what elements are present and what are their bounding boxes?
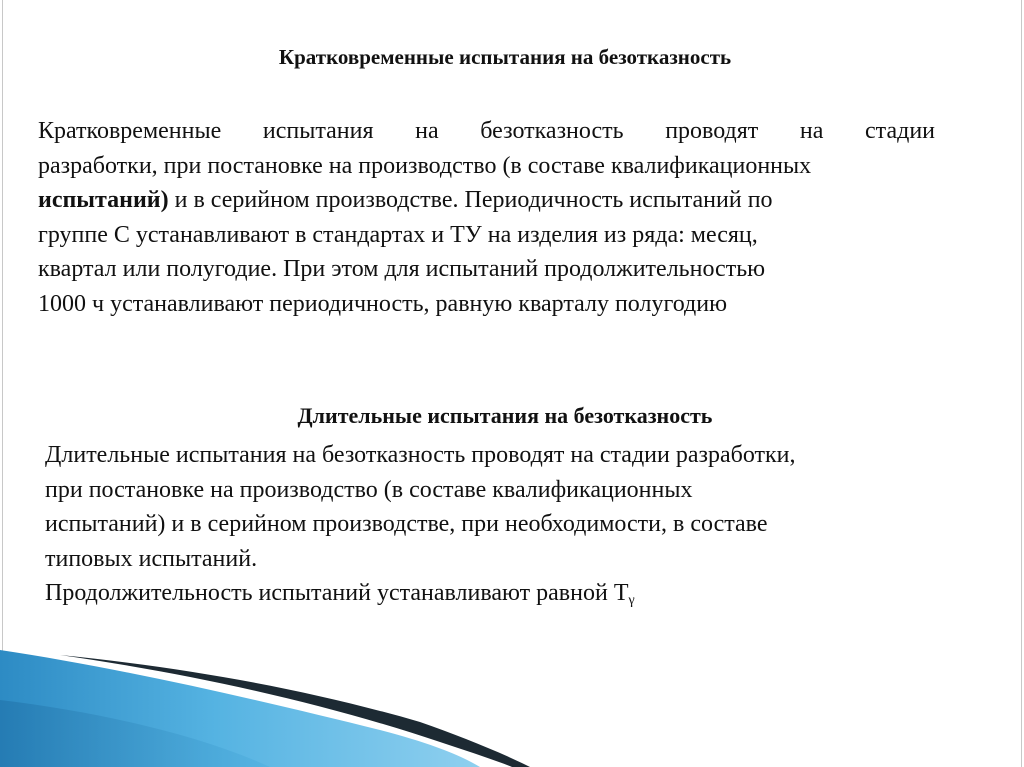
section1-word: испытания xyxy=(262,118,374,144)
section1-word: стадии xyxy=(865,118,935,144)
section1-word: на xyxy=(415,118,439,144)
gamma-subscript: γ xyxy=(628,593,635,608)
section2-line-2: при постановке на производство (в составе квалификационных xyxy=(45,476,693,503)
section2-line-5-text: Продолжительность испытаний устанавливают равной Т xyxy=(45,580,629,606)
section2-line-3: испытаний) и в серийном производстве, при необходимости, в составе xyxy=(45,511,768,537)
section1-heading: Кратковременные испытания на безотказность xyxy=(278,45,732,69)
section1-line-5: квартал или полугодие. При этом для испытаний продолжительностью xyxy=(38,256,766,282)
section1-line-6: 1000 ч устанавливают периодичность, равную кварталу полугодию xyxy=(38,290,727,317)
section2-heading: Длительные испытания на безотказность xyxy=(297,403,713,428)
section2-line-1: Длительные испытания на безотказность проводят на стадии разработки, xyxy=(45,442,796,468)
section1-word: на xyxy=(799,118,824,144)
section1-bold-word: испытаний) xyxy=(38,187,169,213)
section1-line-4: группе С устанавливают в стандартах и ТУ на изделия из ряда: месяц, xyxy=(38,221,758,248)
section1-word: безотказность xyxy=(480,118,624,144)
section1-line-2: разработки, при постановке на производство (в составе квалификационных xyxy=(38,152,812,179)
section1-word: проводят xyxy=(665,118,759,144)
section2-line-4: типовых испытаний. xyxy=(45,545,258,572)
section1-line-3-rest: и в серийном производстве. Периодичность испытаний по xyxy=(168,187,773,213)
section1-word: Кратковременные xyxy=(38,118,222,144)
